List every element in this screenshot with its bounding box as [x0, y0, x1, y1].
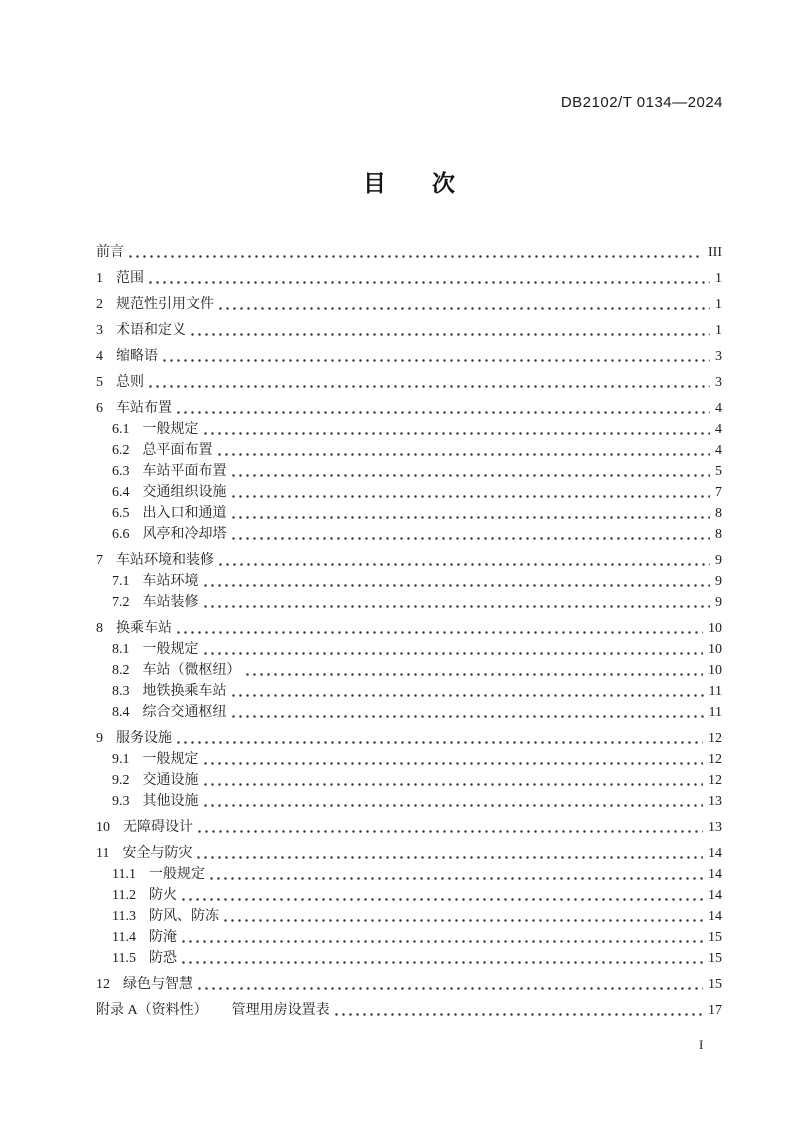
- toc-dot-leader: [202, 770, 704, 791]
- toc-entry-page: 14: [708, 888, 722, 903]
- toc-entry-number: 6: [96, 401, 103, 416]
- toc-entry-number: 1: [96, 271, 103, 286]
- toc-entry: [96, 948, 722, 969]
- toc-entry-number: 11.5: [112, 951, 136, 966]
- toc-entry-page: 9: [715, 574, 722, 589]
- toc-dot-leader: [127, 242, 703, 263]
- toc-entry: [96, 550, 722, 571]
- toc-entry: [96, 503, 722, 524]
- toc-entry-number: 6.4: [112, 485, 130, 500]
- toc-dot-leader: [175, 398, 710, 419]
- toc-dot-leader: [180, 885, 703, 906]
- toc-entry-page: 11: [708, 684, 722, 699]
- toc-entry-title: 规范性引用文件: [116, 297, 214, 312]
- toc-dot-leader: [196, 817, 703, 838]
- toc-entry-number: 8.3: [112, 684, 130, 699]
- toc-entry: [96, 749, 722, 770]
- toc-dot-leader: [230, 524, 711, 545]
- toc-dot-leader: [202, 419, 711, 440]
- toc-dot-leader: [202, 791, 704, 812]
- toc-entry-title: 服务设施: [116, 731, 172, 746]
- footer-page-number: I: [699, 1037, 704, 1052]
- toc-entry: [96, 927, 722, 948]
- toc-entry: [96, 1000, 722, 1021]
- toc-entry-title: 车站装修: [142, 595, 199, 610]
- toc-entry: [96, 482, 722, 503]
- toc-entry-page: 17: [708, 1003, 722, 1018]
- toc-entry-page: 10: [708, 621, 722, 636]
- toc-entry-number: 2: [96, 297, 103, 312]
- toc-entry-page: 10: [708, 663, 722, 678]
- toc-entry-page: 11: [708, 705, 722, 720]
- toc-entry-page: III: [708, 245, 722, 260]
- toc-entry-title: 防恐: [148, 951, 177, 966]
- toc-entry: [96, 242, 722, 263]
- toc-dot-leader: [161, 346, 710, 367]
- toc-entry-number: 9.1: [112, 752, 130, 767]
- toc-dot-leader: [147, 268, 710, 289]
- toc-entry: [96, 817, 722, 838]
- toc-dot-leader: [230, 503, 711, 524]
- toc-entry: [96, 885, 722, 906]
- toc-entry-title: 风亭和冷却塔: [142, 527, 227, 542]
- toc-entry-title: 一般规定: [148, 867, 205, 882]
- toc-dot-leader: [333, 1000, 703, 1021]
- toc-entry-title: 车站平面布置: [142, 464, 227, 479]
- toc-entry-number: 8.1: [112, 642, 130, 657]
- toc-entry: [96, 461, 722, 482]
- toc-dot-leader: [244, 660, 704, 681]
- toc-entry: [96, 843, 722, 864]
- toc-entry: [96, 592, 722, 613]
- toc-dot-leader: [217, 550, 710, 571]
- toc-entry-number: 11: [96, 846, 110, 861]
- toc-entry-page: 4: [715, 422, 722, 437]
- toc-entry-page: 7: [715, 485, 722, 500]
- toc-entry-title: 其他设施: [142, 794, 199, 809]
- toc-entry-number: 10: [96, 820, 110, 835]
- toc-entry: [96, 639, 722, 660]
- toc-entry: [96, 702, 722, 723]
- toc-entry: [96, 728, 722, 749]
- toc-entry: [96, 372, 722, 393]
- toc-entry-number: 6.6: [112, 527, 130, 542]
- toc-entry-page: 13: [708, 794, 722, 809]
- toc-dot-leader: [189, 320, 710, 341]
- toc-entry-title: 缩略语: [116, 349, 158, 364]
- toc-entry-number: 11.3: [112, 909, 136, 924]
- toc-entry-title: 地铁换乘车站: [142, 684, 227, 699]
- toc-dot-leader: [202, 571, 711, 592]
- toc-entry-number: 9.3: [112, 794, 130, 809]
- toc-entry-number: 9.2: [112, 773, 130, 788]
- toc-dot-leader: [175, 728, 703, 749]
- toc-entry-page: 3: [715, 349, 722, 364]
- toc-dot-leader: [202, 592, 711, 613]
- toc-dot-leader: [175, 618, 703, 639]
- toc-dot-leader: [202, 639, 704, 660]
- toc-entry-page: 9: [715, 595, 722, 610]
- toc-entry-number: 9: [96, 731, 103, 746]
- toc-entry-page: 4: [715, 401, 722, 416]
- toc-entry-title: 一般规定: [142, 422, 199, 437]
- toc-entry-number: 3: [96, 323, 103, 338]
- toc-entry: [96, 268, 722, 289]
- toc-dot-leader: [217, 294, 710, 315]
- toc-entry-page: 8: [715, 527, 722, 542]
- toc-entry-title: 防淹: [148, 930, 177, 945]
- toc-entry-title: 绿色与智慧: [123, 977, 193, 992]
- toc-dot-leader: [196, 974, 703, 995]
- toc-entry-title: 出入口和通道: [142, 506, 227, 521]
- toc-dot-leader: [216, 440, 711, 461]
- page-title: 目 次: [363, 170, 455, 196]
- toc-entry-number: 11.4: [112, 930, 136, 945]
- toc-entry: [96, 320, 722, 341]
- toc-entry-title: 换乘车站: [116, 621, 172, 636]
- toc-dot-leader: [230, 482, 711, 503]
- toc-entry-number: 附录 A（资料性）: [96, 1003, 208, 1018]
- toc-dot-leader: [230, 702, 704, 723]
- toc-entry-title: 防风、防冻: [148, 909, 219, 924]
- toc-list: [96, 242, 722, 1021]
- toc-dot-leader: [202, 749, 704, 770]
- toc-entry: [96, 618, 722, 639]
- toc-entry: [96, 524, 722, 545]
- toc-entry-title: 总则: [116, 375, 144, 390]
- toc-entry-number: 6.3: [112, 464, 130, 479]
- toc-entry-page: 5: [715, 464, 722, 479]
- toc-entry-page: 12: [708, 731, 722, 746]
- toc-entry-title: 术语和定义: [116, 323, 186, 338]
- toc-dot-leader: [147, 372, 710, 393]
- toc-entry-title: 前言: [96, 245, 124, 260]
- toc-entry-number: 6.2: [112, 443, 130, 458]
- toc-dot-leader: [180, 948, 703, 969]
- toc-entry-number: 8: [96, 621, 103, 636]
- toc-entry-number: 7: [96, 553, 103, 568]
- toc-entry-page: 9: [715, 553, 722, 568]
- toc-entry-number: 8.4: [112, 705, 130, 720]
- toc-entry-title: 范围: [116, 271, 144, 286]
- toc-entry-number: 6.5: [112, 506, 130, 521]
- toc-dot-leader: [230, 681, 704, 702]
- toc-entry: [96, 974, 722, 995]
- toc-entry-page: 15: [708, 977, 722, 992]
- toc-entry: [96, 770, 722, 791]
- toc-entry-page: 4: [715, 443, 722, 458]
- toc-entry-page: 14: [708, 846, 722, 861]
- toc-entry-title: 交通组织设施: [142, 485, 227, 500]
- toc-entry-page: 15: [708, 951, 722, 966]
- toc-entry-number: 11.1: [112, 867, 136, 882]
- toc-entry: [96, 864, 722, 885]
- toc-entry: [96, 906, 722, 927]
- toc-entry: [96, 660, 722, 681]
- toc-entry-title: 车站环境和装修: [116, 553, 214, 568]
- toc-entry-title: 无障碍设计: [123, 820, 193, 835]
- toc-entry-title: 安全与防灾: [122, 846, 193, 861]
- toc-entry-page: 12: [708, 752, 722, 767]
- toc-entry-page: 1: [715, 271, 722, 286]
- toc-entry-number: 7.1: [112, 574, 130, 589]
- toc-entry-title: 车站布置: [116, 401, 172, 416]
- toc-entry-title: 车站环境: [142, 574, 199, 589]
- toc-entry-page: 10: [708, 642, 722, 657]
- toc-entry-title: 综合交通枢纽: [142, 705, 227, 720]
- toc-entry-title: 一般规定: [142, 752, 199, 767]
- standard-number: DB2102/T 0134—2024: [560, 94, 723, 111]
- toc-entry: [96, 398, 722, 419]
- toc-dot-leader: [222, 906, 703, 927]
- toc-entry-number: 8.2: [112, 663, 130, 678]
- toc-entry-page: 3: [715, 375, 722, 390]
- toc-dot-leader: [180, 927, 703, 948]
- toc-entry-page: 12: [708, 773, 722, 788]
- toc-entry-title: 交通设施: [142, 773, 199, 788]
- toc-entry: [96, 440, 722, 461]
- toc-entry-page: 1: [715, 297, 722, 312]
- toc-entry: [96, 571, 722, 592]
- toc-entry-title: 车站（微枢纽）: [142, 663, 241, 678]
- toc-entry-title: 总平面布置: [142, 443, 213, 458]
- toc-entry: [96, 791, 722, 812]
- toc-dot-leader: [230, 461, 711, 482]
- toc-entry: [96, 346, 722, 367]
- toc-entry-title: 一般规定: [142, 642, 199, 657]
- toc-entry-number: 5: [96, 375, 103, 390]
- toc-entry-page: 13: [708, 820, 722, 835]
- toc-entry-title: 防火: [148, 888, 177, 903]
- toc-entry-page: 8: [715, 506, 722, 521]
- toc-dot-leader: [195, 843, 703, 864]
- toc-entry-page: 14: [708, 867, 722, 882]
- toc-entry-title: 管理用房设置表: [231, 1003, 330, 1018]
- toc-entry-number: 6.1: [112, 422, 130, 437]
- toc-entry-page: 15: [708, 930, 722, 945]
- toc-entry-number: 12: [96, 977, 110, 992]
- toc-dot-leader: [208, 864, 703, 885]
- toc-entry-page: 14: [708, 909, 722, 924]
- toc-entry-number: 11.2: [112, 888, 136, 903]
- toc-entry-page: 1: [715, 323, 722, 338]
- toc-entry-number: 7.2: [112, 595, 130, 610]
- toc-entry-number: 4: [96, 349, 103, 364]
- toc-entry: [96, 419, 722, 440]
- toc-entry: [96, 681, 722, 702]
- toc-entry: [96, 294, 722, 315]
